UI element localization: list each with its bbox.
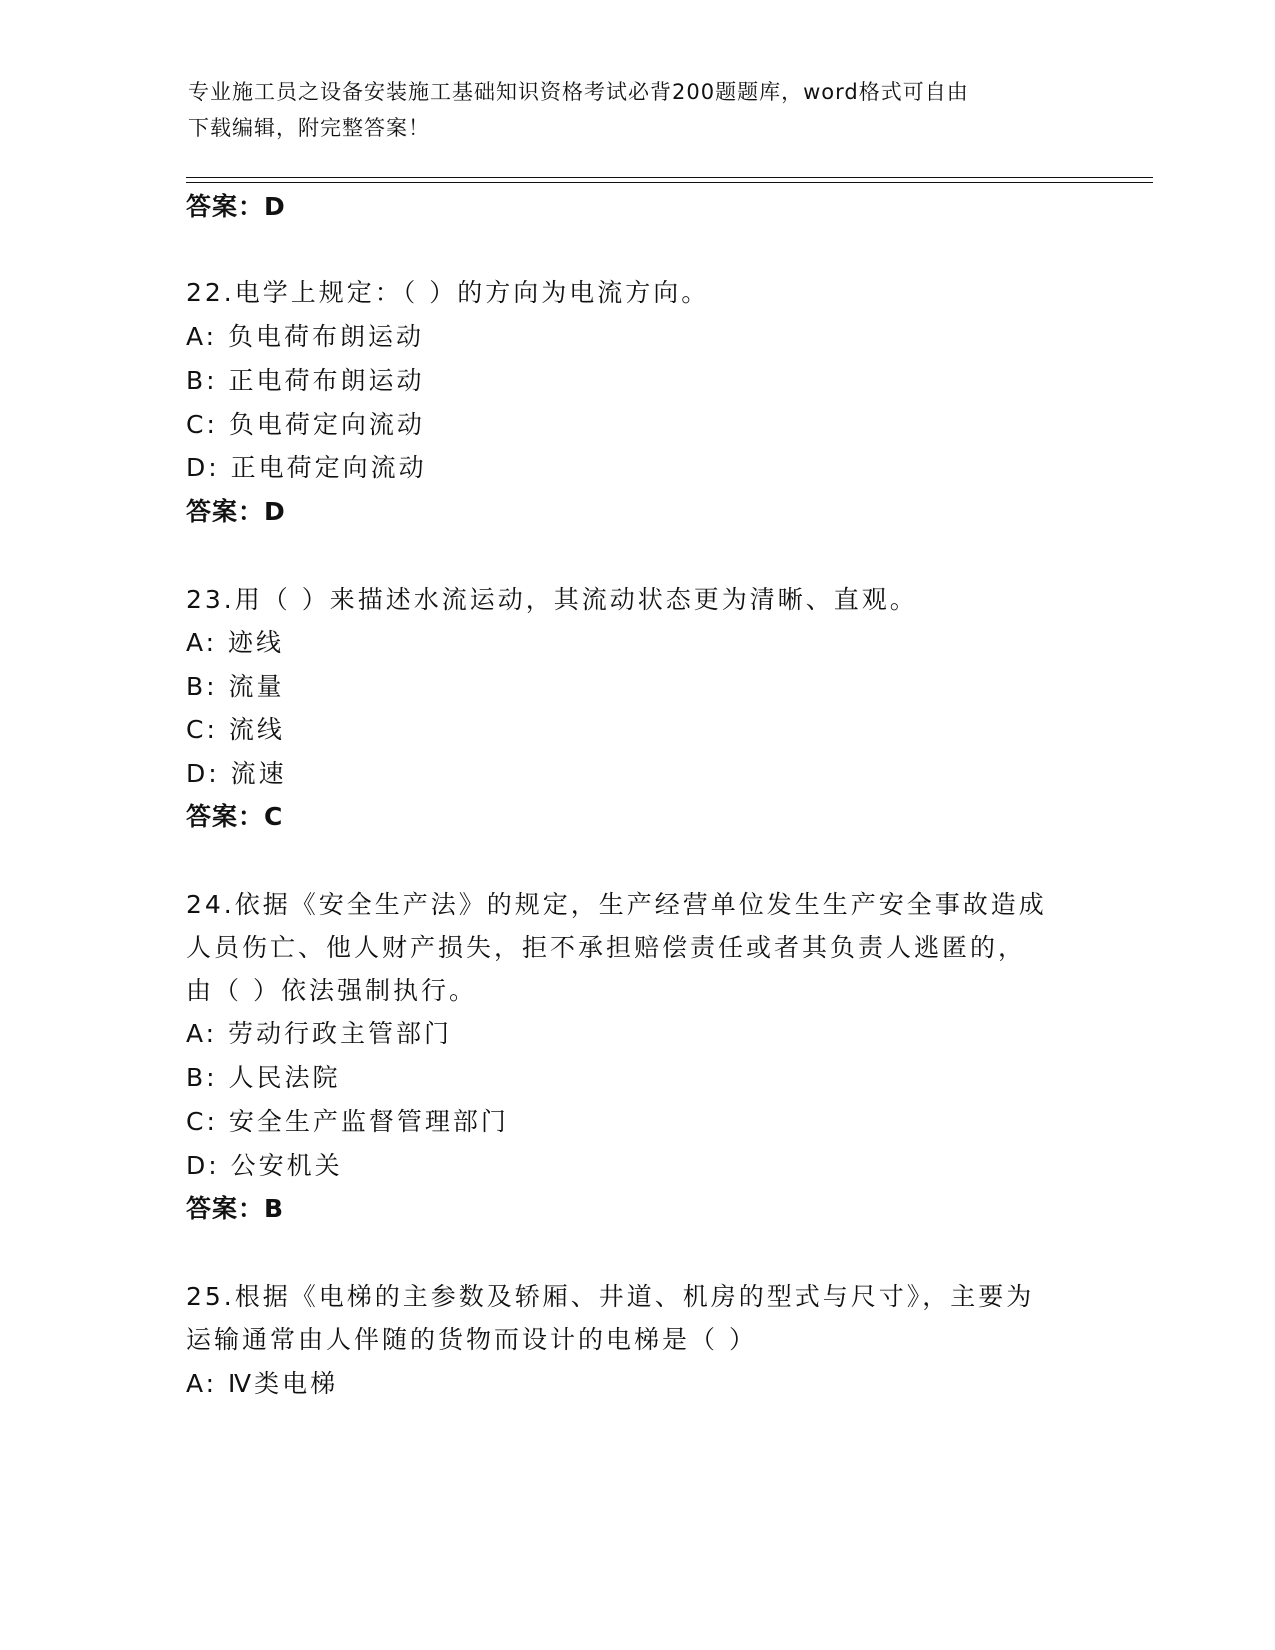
question-24-option-d: D: 公安机关 (186, 1151, 343, 1180)
header-line-2: 下载编辑，附完整答案！ (188, 116, 430, 140)
question-24-stem-line-1: 24.依据《安全生产法》的规定，生产经营单位发生生产安全事故造成 (186, 890, 1047, 919)
question-24-answer: 答案：B (186, 1194, 285, 1223)
document-header (188, 74, 1068, 146)
question-23-option-c: C: 流线 (186, 715, 285, 744)
question-25-stem-line-2: 运输通常由人伴随的货物而设计的电梯是（ ） (186, 1325, 757, 1354)
question-24-option-c: C: 安全生产监督管理部门 (186, 1107, 509, 1136)
previous-answer: 答案：D (186, 192, 286, 221)
question-22-answer: 答案：D (186, 497, 286, 526)
question-23-option-d: D: 流速 (186, 759, 287, 788)
header-divider-top (186, 177, 1153, 178)
header-divider-bottom (186, 182, 1153, 183)
question-22-option-a: A: 负电荷布朗运动 (186, 322, 425, 351)
question-23-option-b: B: 流量 (186, 672, 285, 701)
question-24-option-b: B: 人民法院 (186, 1063, 341, 1092)
question-24-option-a: A: 劳动行政主管部门 (186, 1019, 453, 1048)
question-22-option-c: C: 负电荷定向流动 (186, 410, 425, 439)
question-23-answer: 答案：C (186, 802, 284, 831)
question-24-stem-line-3: 由（ ）依法强制执行。 (186, 976, 477, 1005)
question-23-stem: 23.用（ ）来描述水流运动，其流动状态更为清晰、直观。 (186, 585, 918, 614)
question-24-stem-line-2: 人员伤亡、他人财产损失，拒不承担赔偿责任或者其负责人逃匿的， (186, 933, 1027, 962)
header-line-1: 专业施工员之设备安装施工基础知识资格考试必背200题题库，word格式可自由 (188, 80, 969, 104)
question-22-stem: 22.电学上规定：（ ）的方向为电流方向。 (186, 278, 710, 307)
question-25-option-a: A: Ⅳ类电梯 (186, 1369, 339, 1398)
question-22-option-b: B: 正电荷布朗运动 (186, 366, 425, 395)
question-22-option-d: D: 正电荷定向流动 (186, 453, 427, 482)
question-25-stem-line-1: 25.根据《电梯的主参数及轿厢、井道、机房的型式与尺寸》，主要为 (186, 1282, 1035, 1311)
question-23-option-a: A: 迹线 (186, 628, 285, 657)
